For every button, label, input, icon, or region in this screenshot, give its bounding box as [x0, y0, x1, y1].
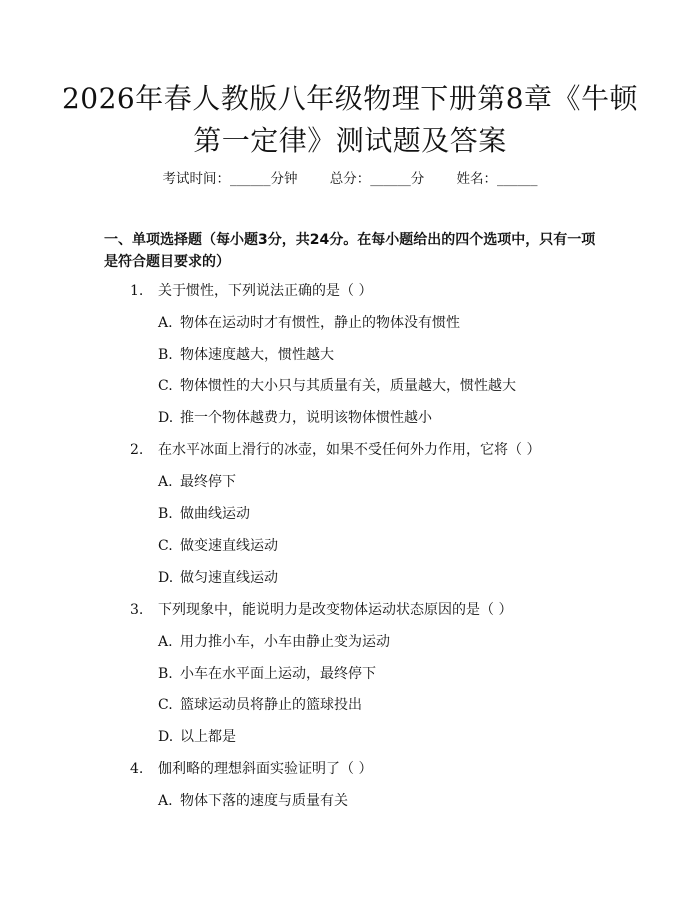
document-title: 2026年春人教版八年级物理下册第8章《牛顿第一定律》测试题及答案	[61, 82, 639, 157]
option-text: 做曲线运动	[180, 506, 250, 522]
question-1-option-a	[158, 313, 460, 333]
question-4-option-a	[158, 791, 348, 811]
question-number: 4.	[130, 761, 144, 777]
question-2-option-d	[158, 568, 278, 588]
question-3-option-d	[158, 727, 236, 747]
question-1-option-d	[158, 408, 432, 428]
question-number: 3.	[130, 602, 144, 618]
option-text: 以上都是	[180, 729, 236, 745]
section-heading: 一、单项选择题（每小题3分，共24分。在每小题给出的四个选项中，只有一项是符合题目要求的）	[104, 232, 596, 270]
option-letter: B.	[158, 506, 173, 522]
option-letter: A.	[158, 315, 173, 331]
option-text: 物体下落的速度与质量有关	[180, 793, 348, 809]
option-letter: D.	[158, 570, 174, 586]
question-number: 1.	[130, 283, 144, 299]
option-letter: A.	[158, 793, 173, 809]
question-3-stem	[130, 600, 512, 620]
question-text: 在水平冰面上滑行的冰壶，如果不受任何外力作用，它将（ ）	[158, 442, 541, 458]
option-text: 小车在水平面上运动，最终停下	[180, 666, 376, 682]
question-3-option-b	[158, 664, 376, 684]
option-text: 最终停下	[180, 474, 236, 490]
option-text: 做匀速直线运动	[180, 570, 278, 586]
question-4-stem	[130, 759, 372, 779]
option-letter: B.	[158, 347, 173, 363]
total-score-field: 总分：______分	[329, 171, 425, 187]
student-name-field: 姓名：______	[456, 171, 538, 187]
option-letter: A.	[158, 474, 173, 490]
question-3-option-a	[158, 632, 390, 652]
question-1-stem	[130, 281, 372, 301]
question-2-stem	[130, 440, 540, 460]
question-text: 伽利略的理想斜面实验证明了（ ）	[158, 761, 373, 777]
question-1-option-c	[158, 376, 516, 396]
option-letter: A.	[158, 634, 173, 650]
question-number: 2.	[130, 442, 144, 458]
option-letter: C.	[158, 378, 173, 394]
question-2-option-b	[158, 504, 250, 524]
option-text: 物体惯性的大小只与其质量有关，质量越大，惯性越大	[180, 378, 516, 394]
question-1-option-b	[158, 345, 334, 365]
option-text: 物体在运动时才有惯性，静止的物体没有惯性	[180, 315, 460, 331]
option-letter: C.	[158, 697, 173, 713]
option-text: 用力推小车，小车由静止变为运动	[180, 634, 390, 650]
option-text: 篮球运动员将静止的篮球投出	[180, 697, 362, 713]
question-3-option-c	[158, 695, 362, 715]
question-2-option-a	[158, 472, 236, 492]
exam-time-field: 考试时间：______分钟	[162, 171, 298, 187]
question-text: 下列现象中，能说明力是改变物体运动状态原因的是（ ）	[158, 602, 513, 618]
option-text: 物体速度越大，惯性越大	[180, 347, 334, 363]
question-text: 关于惯性，下列说法正确的是（ ）	[158, 283, 373, 299]
option-letter: C.	[158, 538, 173, 554]
exam-meta-line	[0, 169, 700, 189]
option-text: 做变速直线运动	[180, 538, 278, 554]
option-letter: D.	[158, 410, 174, 426]
option-letter: B.	[158, 666, 173, 682]
option-letter: D.	[158, 729, 174, 745]
option-text: 推一个物体越费力，说明该物体惯性越小	[180, 410, 432, 426]
question-2-option-c	[158, 536, 278, 556]
